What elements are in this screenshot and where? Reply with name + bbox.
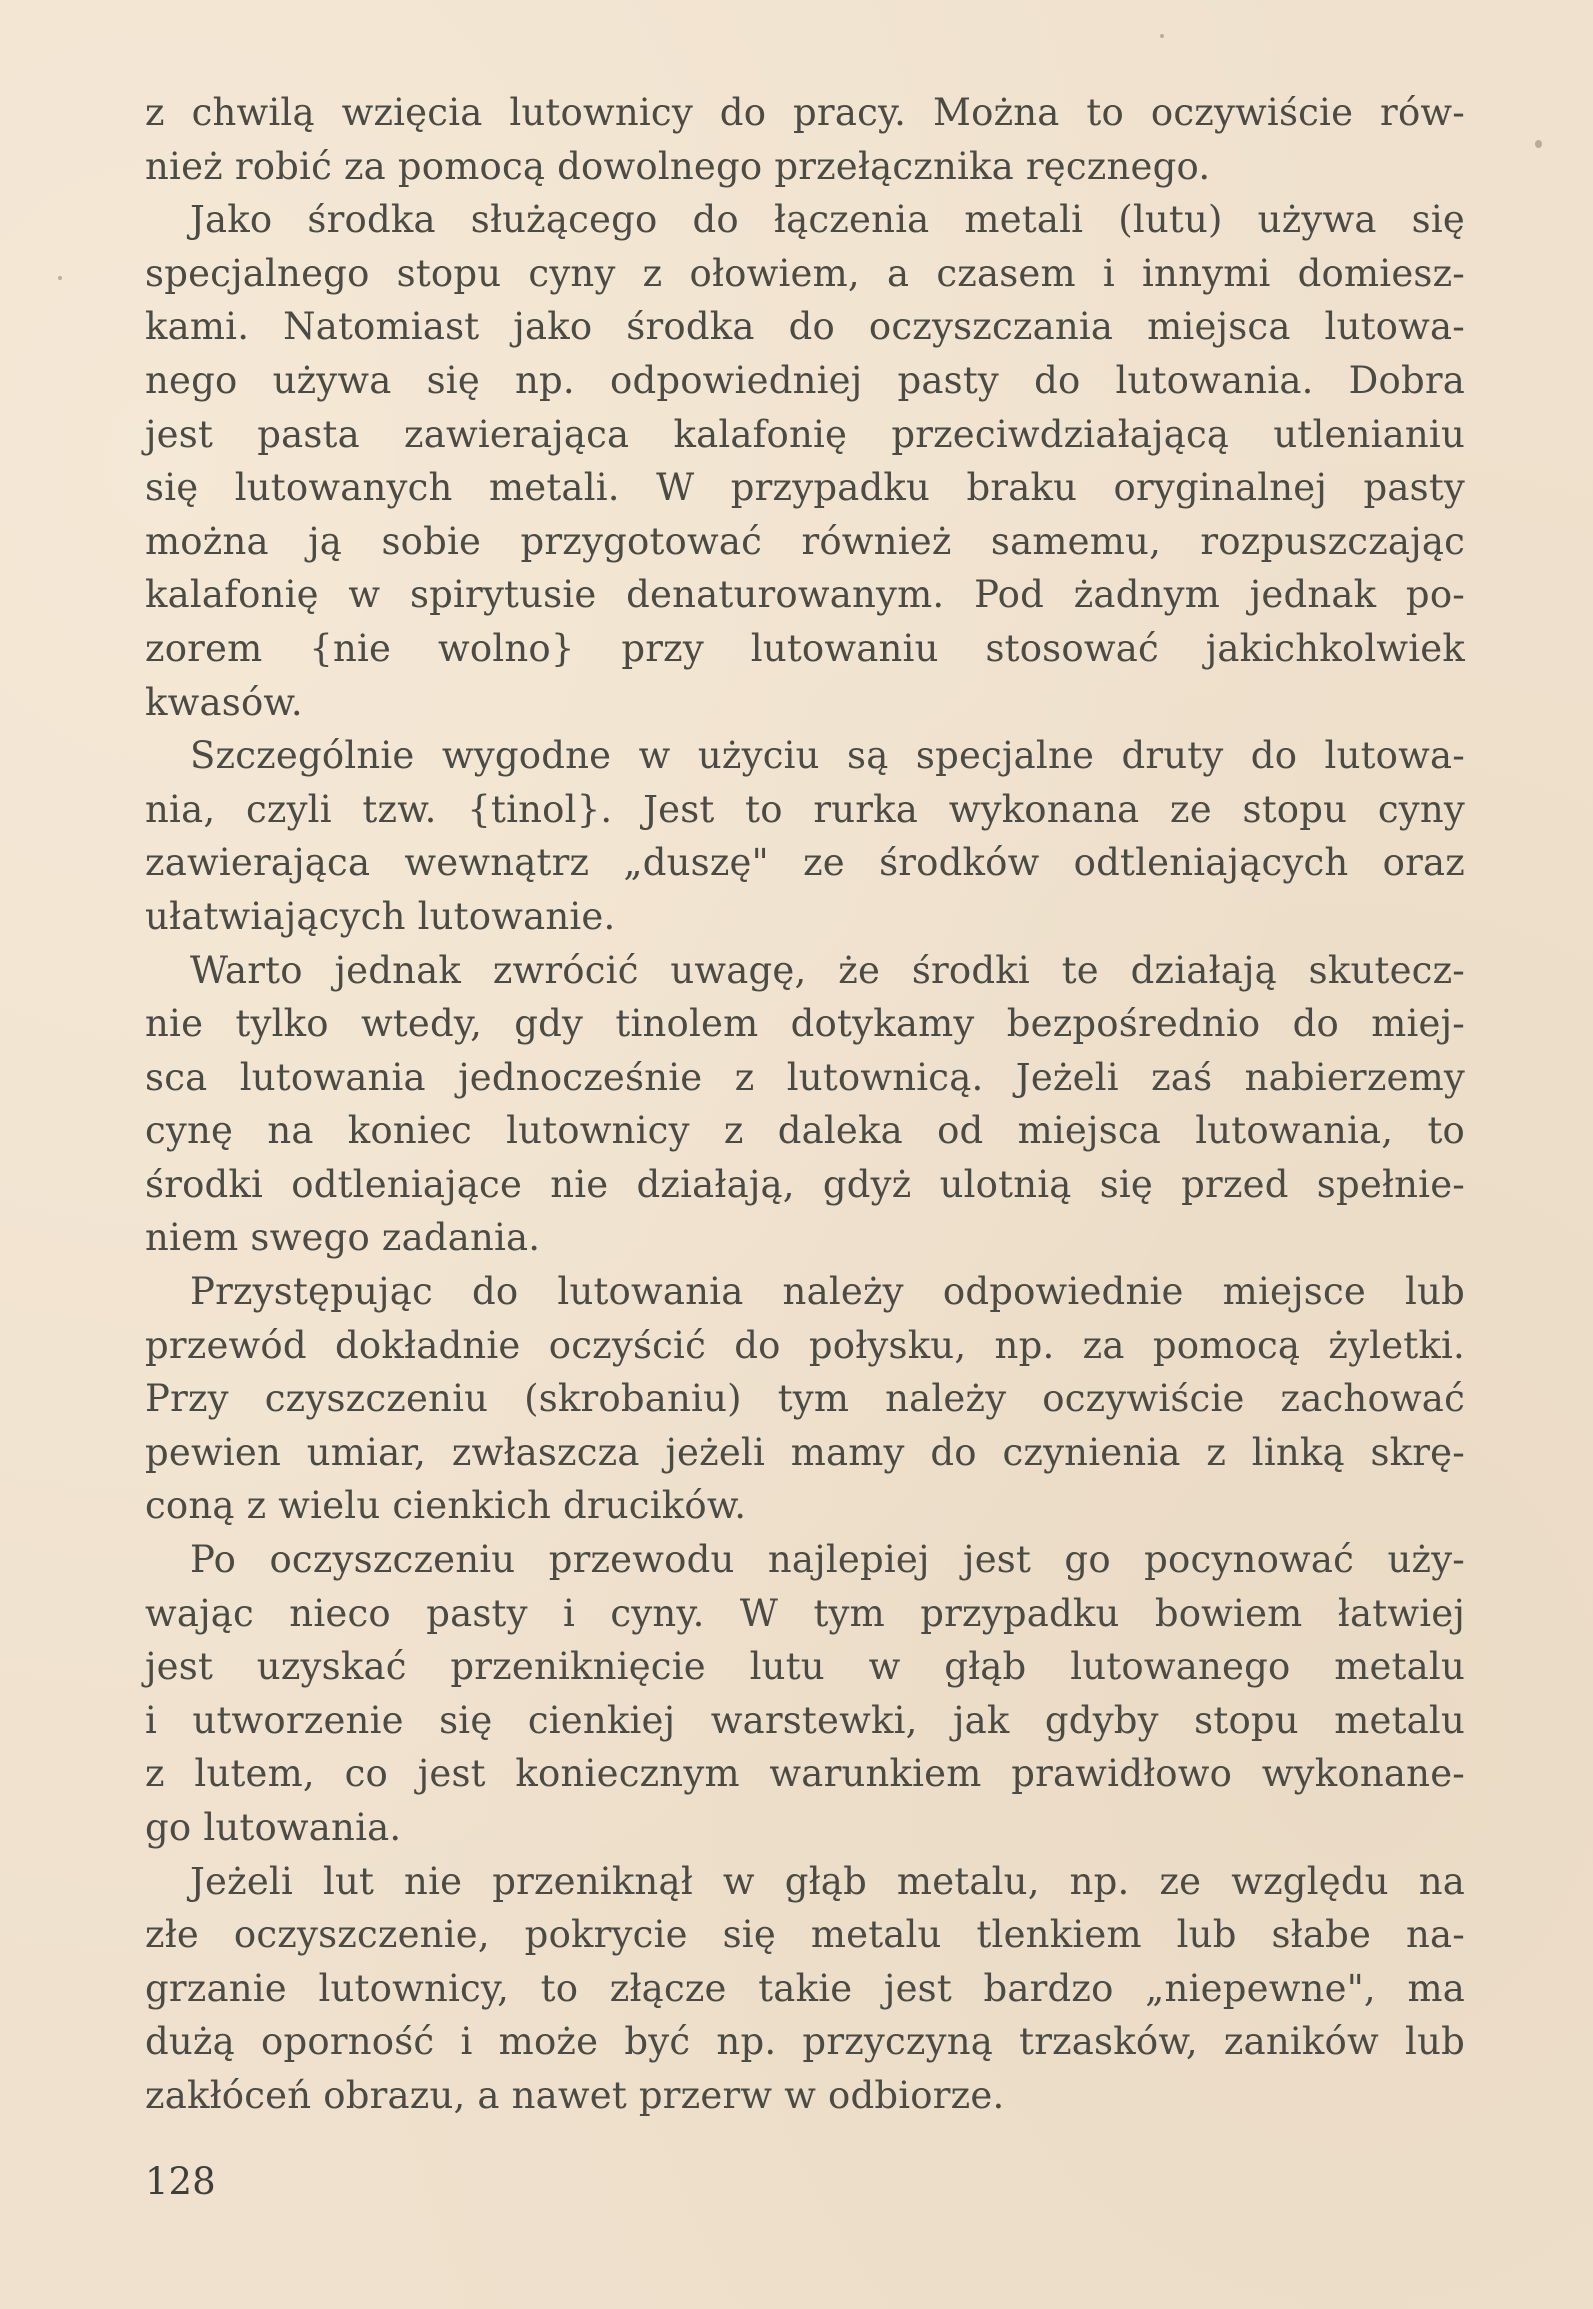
paragraph bbox=[145, 86, 1465, 193]
text-line: go lutowania. bbox=[145, 1806, 402, 1849]
text-line: pewien umiar, zwłaszcza jeżeli mamy do czynienia z linką skrę- bbox=[145, 1430, 1465, 1474]
text-line: jest pasta zawierająca kalafonię przeciwdziałającą utlenianiu bbox=[145, 412, 1465, 456]
text-line: z lutem, co jest koniecznym warunkiem prawidłowo wykonane- bbox=[145, 1752, 1465, 1796]
text-line: Jako środka służącego do łączenia metali (lutu) używa się bbox=[190, 198, 1465, 242]
text-line: Jeżeli lut nie przeniknął w głąb metalu, np. ze względu na bbox=[190, 1859, 1465, 1903]
text-line: specjalnego stopu cyny z ołowiem, a czasem i innymi domiesz- bbox=[145, 251, 1465, 295]
text-line: złe oczyszczenie, pokrycie się metalu tlenkiem lub słabe na- bbox=[145, 1913, 1465, 1957]
text-line: zakłóceń obrazu, a nawet przerw w odbiorze. bbox=[145, 2073, 1005, 2117]
text-line: można ją sobie przygotować również samemu, rozpuszczając bbox=[145, 519, 1465, 563]
text-line: Po oczyszczeniu przewodu najlepiej jest go pocynować uży- bbox=[190, 1538, 1465, 1582]
paper-speck bbox=[1160, 34, 1164, 38]
text-line: ułatwiających lutowanie. bbox=[145, 894, 616, 938]
body-text bbox=[145, 86, 1465, 2123]
text-line: z chwilą wzięcia lutownicy do pracy. Można to oczywiście rów- bbox=[145, 91, 1465, 134]
paper-speck bbox=[1535, 140, 1542, 148]
paragraph bbox=[145, 729, 1465, 943]
text-line: jest uzyskać przeniknięcie lutu w głąb lutowanego metalu bbox=[145, 1645, 1465, 1689]
paragraph bbox=[145, 193, 1465, 729]
text-line: cynę na koniec lutownicy z daleka od miejsca lutowania, to bbox=[145, 1109, 1465, 1153]
text-line: się lutowanych metali. W przypadku braku oryginalnej pasty bbox=[145, 466, 1465, 510]
text-line: nie tylko wtedy, gdy tinolem dotykamy bezpośrednio do miej- bbox=[145, 1002, 1465, 1046]
text-line: i utworzenie się cienkiej warstewki, jak gdyby stopu metalu bbox=[145, 1698, 1465, 1742]
text-line: grzanie lutownicy, to złącze takie jest bardzo „niepewne", ma bbox=[145, 1966, 1465, 2010]
text-line: sca lutowania jednocześnie z lutownicą. Jeżeli zaś nabierzemy bbox=[145, 1055, 1465, 1099]
text-line: kalafonię w spirytusie denaturowanym. Pod żadnym jednak po- bbox=[145, 573, 1465, 617]
text-line: niem swego zadania. bbox=[145, 1216, 541, 1260]
text-line: kwasów. bbox=[145, 680, 303, 724]
text-line: Warto jednak zwrócić uwagę, że środki te działają skutecz- bbox=[190, 948, 1465, 992]
page-number: 128 bbox=[145, 2160, 216, 2203]
text-line: Szczególnie wygodne w użyciu są specjalne druty do lutowa- bbox=[190, 734, 1465, 778]
text-line: nia, czyli tzw. {tinol}. Jest to rurka wykonana ze stopu cyny bbox=[145, 787, 1465, 831]
text-line: Przystępując do lutowania należy odpowiednie miejsce lub bbox=[190, 1270, 1465, 1314]
text-line: zorem {nie wolno} przy lutowaniu stosować jakichkolwiek bbox=[145, 626, 1465, 670]
text-line: przewód dokładnie oczyścić do połysku, np. za pomocą żyletki. bbox=[145, 1323, 1465, 1367]
paragraph bbox=[145, 1265, 1465, 1533]
text-line: zawierająca wewnątrz „duszę" ze środków odtleniających oraz bbox=[145, 841, 1465, 885]
paragraph bbox=[145, 944, 1465, 1266]
text-line: kami. Natomiast jako środka do oczyszczania miejsca lutowa- bbox=[145, 305, 1465, 349]
paper-speck bbox=[58, 276, 62, 280]
text-line: coną z wielu cienkich drucików. bbox=[145, 1484, 747, 1528]
text-line: nego używa się np. odpowiedniej pasty do lutowania. Dobra bbox=[145, 358, 1465, 402]
text-line: nież robić za pomocą dowolnego przełącznika ręcznego. bbox=[145, 144, 1211, 188]
text-line: wając nieco pasty i cyny. W tym przypadku bowiem łatwiej bbox=[145, 1591, 1465, 1635]
text-line: środki odtleniające nie działają, gdyż ulotnią się przed spełnie- bbox=[145, 1162, 1465, 1206]
text-line: dużą oporność i może być np. przyczyną trzasków, zaników lub bbox=[145, 2020, 1465, 2064]
paragraph bbox=[145, 1855, 1465, 2123]
text-line: Przy czyszczeniu (skrobaniu) tym należy oczywiście zachować bbox=[145, 1377, 1465, 1421]
paragraph bbox=[145, 1533, 1465, 1855]
